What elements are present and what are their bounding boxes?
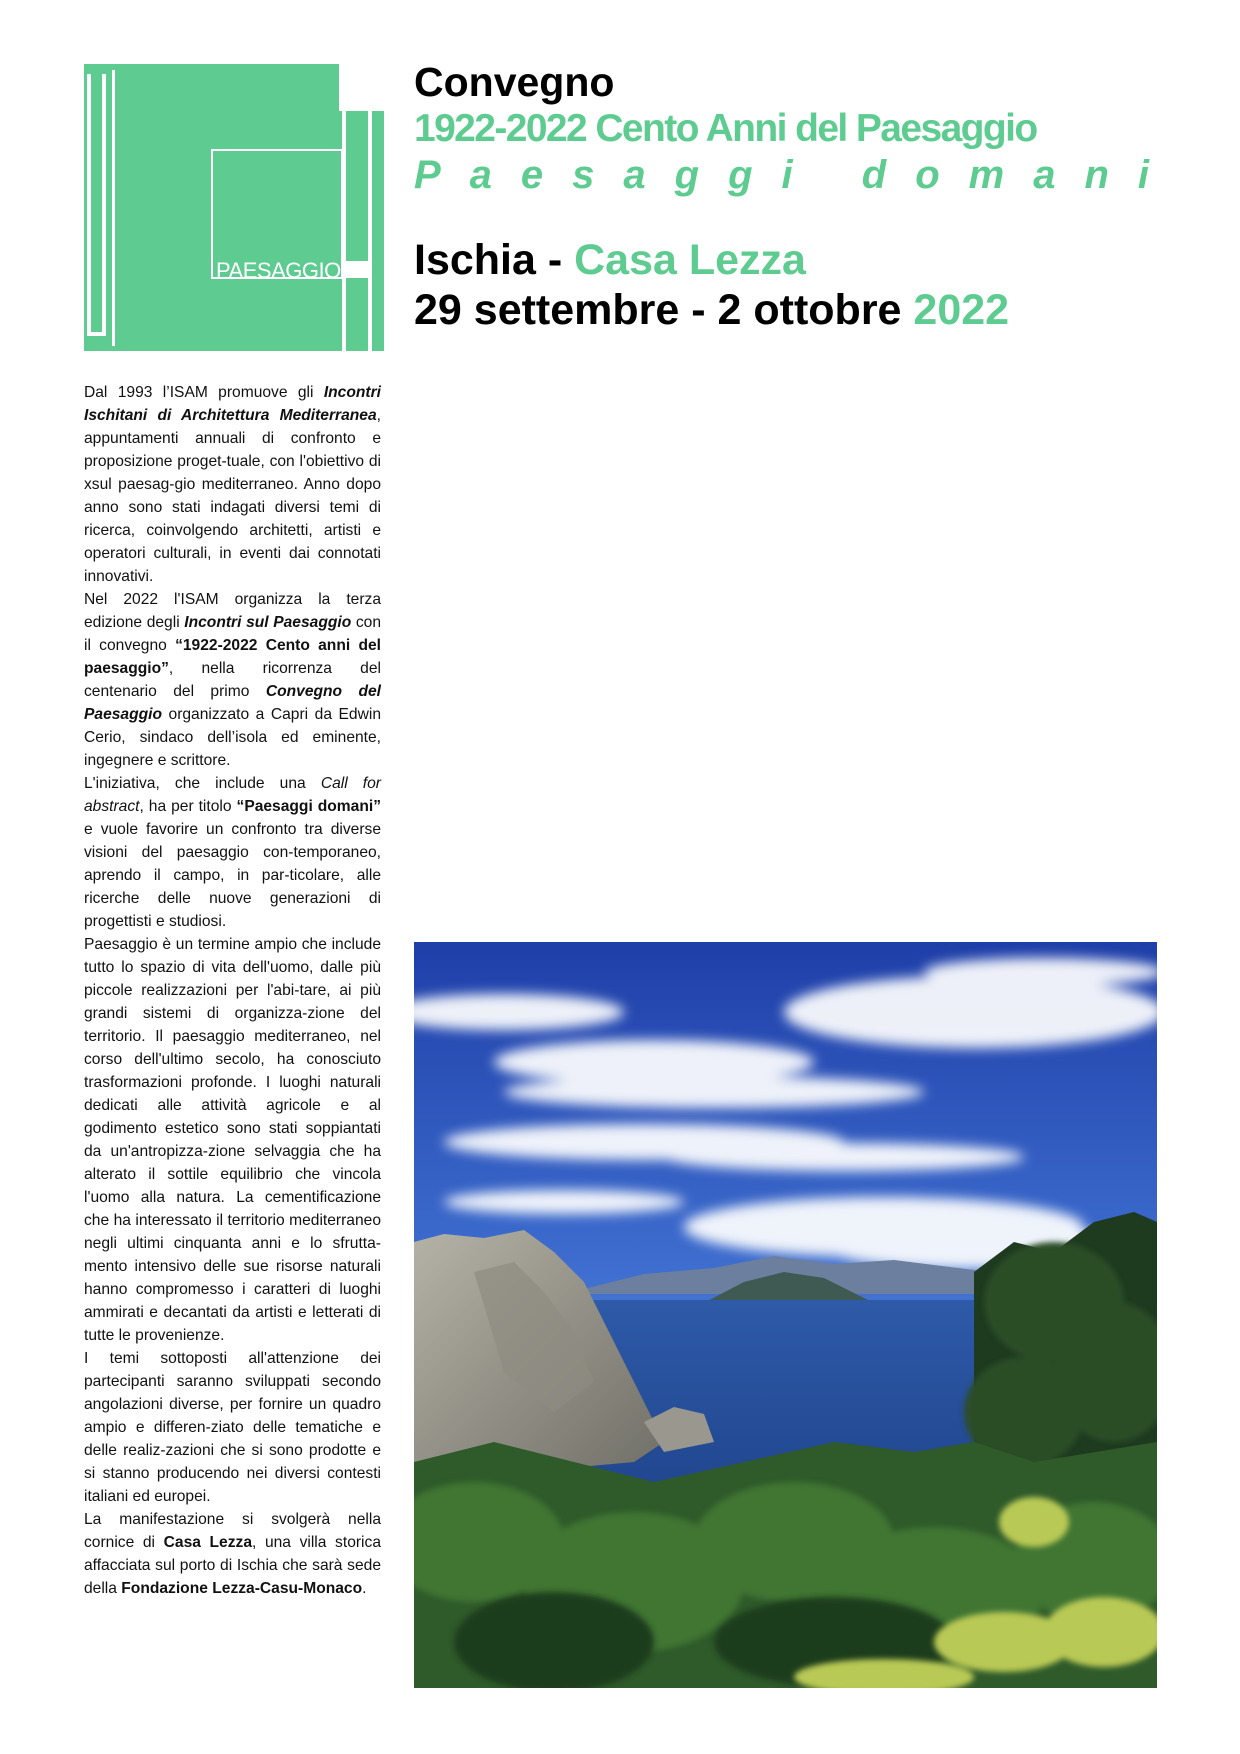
paragraph-intro: Dal 1993 l’ISAM promuove gli Incontri Ischitani di Architettura Mediterranea, appuntamenti annuali di confronto e proposizione proget-tuale, con l'obiettivo di xsul paesag-gio mediterraneo. Anno dopo anno sono stati indagati diversi temi di ricerca, coinvolgendo architetti, artisti e operatori culturali, in eventi dai connotati innovativi. <box>84 384 381 585</box>
paragraph-edition: Nel 2022 l'ISAM organizza la terza edizione degli Incontri sul Paesaggio con il convegno “1922-2022 Cento anni del paesaggio”, nella ricorrenza del centenario del primo Convegno del Paesaggio organizzato a Capri da Edwin Cerio, sindaco dell’isola ed eminente, ingegnere e scrittore. <box>84 591 381 769</box>
landscape-photo <box>414 942 1157 1688</box>
event-title: 1922-2022 Cento Anni del Paesaggio <box>414 107 1037 151</box>
logo-label: PAESAGGIO <box>216 258 341 283</box>
description-column <box>84 381 381 1600</box>
event-subtitle: Paesaggi domani <box>414 153 1178 198</box>
logo-digit-bottom: 2 <box>350 182 366 212</box>
event-date <box>414 285 1204 336</box>
logo-digit-top: 2 <box>350 154 366 184</box>
place-town: Ischia <box>414 235 536 284</box>
date-range: 29 settembre - 2 ottobre <box>414 286 914 335</box>
coastal-landscape-image <box>414 942 1157 1688</box>
place-separator: - <box>535 235 575 284</box>
event-kicker: Convegno <box>414 59 615 105</box>
paragraph-themes: I temi sottoposti all'attenzione dei partecipanti saranno sviluppati secondo angolazioni diverse, per fornire un quadro ampio e differen-ziato delle tematiche e delle realiz-zazioni che si sono prodotte e si stanno producendo nei diversi contesti italiani ed europei. <box>84 1350 381 1505</box>
paragraph-landscape: Paesaggio è un termine ampio che include tutto lo spazio di vita dell'uomo, dalle più piccole realizzazioni per l'abi-tare, ai più grandi sistemi di organizza-zione del territorio. Il paesaggio mediterraneo, nel corso dell'ultimo secolo, ha conosciuto trasformazioni profonde. I luoghi naturali dedicati alle attività agricole e al godimento estetico sono stati soppiantati da un'antropizza-zione selvaggia che ha alterato il sottile equilibrio che vincola l'uomo alla natura. La cementificazione che ha interessato il territorio mediterraneo negli ultimi cinquanta anni e lo sfrutta-mento intensivo delle sue risorse naturali hanno compromesso i caratteri di luoghi ammirati e decantati da artisti e letterati di tutte le provenienze. <box>84 936 381 1344</box>
logo-graphic <box>84 64 384 351</box>
date-year: 2022 <box>913 286 1010 335</box>
paragraph-initiative: L'iniziativa, che include una Call for abstract, ha per titolo “Paesaggi domani” e vuole favorire un confronto tra diverse visioni del paesaggio con-temporaneo, aprendo il campo, in par-ticolare, alle ricerche delle nuove generazioni di progettisti e studiosi. <box>84 775 381 930</box>
paragraph-venue: La manifestazione si svolgerà nella cornice di Casa Lezza, una villa storica affacciata sul porto di Ischia che sarà sede della Fondazione Lezza-Casu-Monaco. <box>84 1511 381 1597</box>
conference-logo <box>84 64 384 351</box>
event-place <box>414 235 1204 286</box>
place-venue: Casa Lezza <box>574 235 806 284</box>
header <box>414 58 1204 336</box>
